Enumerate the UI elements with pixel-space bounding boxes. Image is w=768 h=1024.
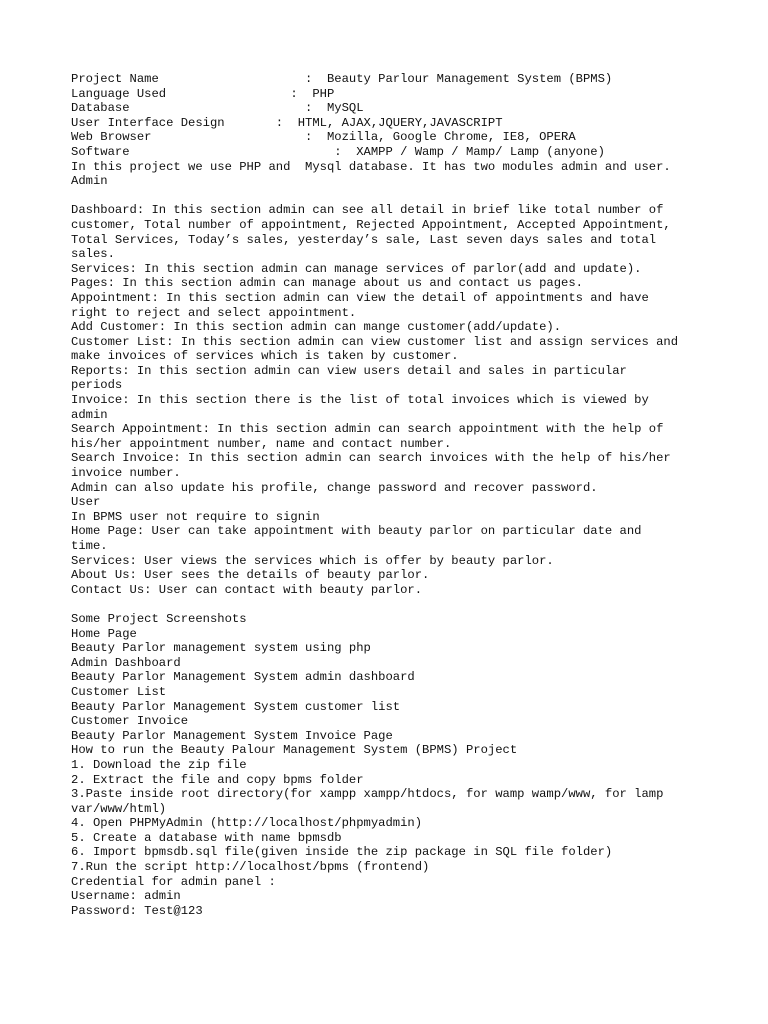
document-line: Username: admin: [71, 889, 181, 904]
document-line: 3.Paste inside root directory(for xampp xampp/htdocs, for wamp wamp/www, for lamp: [71, 787, 664, 802]
document-line: Database : MySQL: [71, 101, 364, 116]
document-line: periods: [71, 378, 123, 393]
document-line: 6. Import bpmsdb.sql file(given inside the zip package in SQL file folder): [71, 845, 613, 860]
document-line: 4. Open PHPMyAdmin (http://localhost/phpmyadmin): [71, 816, 423, 831]
document-line: User Interface Design : HTML, AJAX,JQUERY,JAVASCRIPT: [71, 115, 503, 130]
document-line: Beauty Parlor Management System admin dashboard: [71, 670, 415, 685]
document-body: [71, 72, 731, 918]
document-line: Home Page: [71, 626, 137, 641]
document-line: customer, Total number of appointment, Rejected Appointment, Accepted Appointment,: [71, 217, 671, 232]
document-line: Services: User views the services which is offer by beauty parlor.: [71, 553, 554, 568]
document-line: Customer List: [71, 684, 167, 699]
document-line: In BPMS user not require to signin: [71, 509, 320, 524]
document-line: sales.: [71, 247, 115, 262]
document-line: Dashboard: In this section admin can see all detail in brief like total number of: [71, 203, 664, 218]
document-line: Appointment: In this section admin can view the detail of appointments and have: [71, 290, 649, 305]
document-line: Search Invoice: In this section admin can search invoices with the help of his/her: [71, 451, 671, 466]
document-line: [71, 597, 731, 612]
document-line: Admin Dashboard: [71, 655, 181, 670]
document-line: Password: Test@123: [71, 903, 203, 918]
document-line: Contact Us: User can contact with beauty parlor.: [71, 582, 423, 597]
document-line: right to reject and select appointment.: [71, 305, 357, 320]
document-line: Customer Invoice: [71, 714, 189, 729]
document-line: Software : XAMPP / Wamp / Mamp/ Lamp (anyone): [71, 144, 605, 159]
document-line: Some Project Screenshots: [71, 611, 247, 626]
document-line: Add Customer: In this section admin can mange customer(add/update).: [71, 320, 562, 335]
document-line: admin: [71, 407, 108, 422]
document-line: How to run the Beauty Palour Management System (BPMS) Project: [71, 743, 518, 758]
document-line: Services: In this section admin can manage services of parlor(add and update).: [71, 261, 642, 276]
document-line: make invoices of services which is taken by customer.: [71, 349, 459, 364]
document-line: 1. Download the zip file: [71, 757, 247, 772]
document-line: his/her appointment number, name and contact number.: [71, 436, 452, 451]
document-line: Beauty Parlor Management System customer list: [71, 699, 401, 714]
document-line: Customer List: In this section admin can view customer list and assign services and: [71, 334, 679, 349]
document-line: In this project we use PHP and Mysql database. It has two modules admin and user.: [71, 159, 671, 174]
document-line: 7.Run the script http://localhost/bpms (frontend): [71, 860, 430, 875]
document-line: invoice number.: [71, 466, 181, 481]
document-line: Web Browser : Mozilla, Google Chrome, IE8, OPERA: [71, 130, 576, 145]
document-line: var/www/html): [71, 801, 167, 816]
document-line: Reports: In this section admin can view users detail and sales in particular: [71, 363, 627, 378]
document-line: 5. Create a database with name bpmsdb: [71, 830, 342, 845]
document-line: Language Used : PHP: [71, 86, 335, 101]
document-line: Admin can also update his profile, change password and recover password.: [71, 480, 598, 495]
document-line: Admin: [71, 174, 108, 189]
document-line: Credential for admin panel :: [71, 874, 276, 889]
document-line: About Us: User sees the details of beauty parlor.: [71, 568, 430, 583]
document-line: Beauty Parlor management system using php: [71, 641, 371, 656]
document-line: Home Page: User can take appointment with beauty parlor on particular date and: [71, 524, 642, 539]
document-line: Search Appointment: In this section admin can search appointment with the help of: [71, 422, 664, 437]
document-line: Total Services, Today’s sales, yesterday’s sale, Last seven days sales and total: [71, 232, 657, 247]
document-line: 2. Extract the file and copy bpms folder: [71, 772, 364, 787]
document-line: Beauty Parlor Management System Invoice Page: [71, 728, 393, 743]
document-line: Invoice: In this section there is the list of total invoices which is viewed by: [71, 393, 649, 408]
document-line: Pages: In this section admin can manage about us and contact us pages.: [71, 276, 583, 291]
document-line: time.: [71, 539, 108, 553]
document-line: User: [71, 495, 101, 510]
document-line: Project Name : Beauty Parlour Management System (BPMS): [71, 72, 613, 86]
document-line: [71, 189, 731, 204]
